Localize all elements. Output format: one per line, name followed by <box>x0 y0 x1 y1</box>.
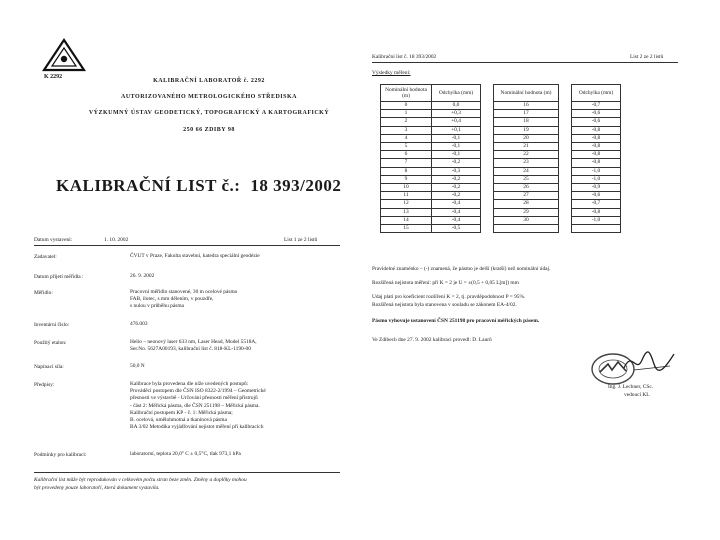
table-spacer <box>559 85 572 102</box>
table-row <box>381 134 621 142</box>
nominal-cell: 4 <box>381 134 432 142</box>
receipt-date-value <box>130 273 154 280</box>
deviation-cell: -1,0 <box>572 175 621 183</box>
deviation-cell: -0,2 <box>432 159 481 167</box>
nominal-cell: 12 <box>381 200 432 208</box>
table-row <box>381 208 621 216</box>
deviation-cell: -1,0 <box>572 167 621 175</box>
nominal-cell: 26 <box>494 184 559 192</box>
deviation-cell: -0,8 <box>572 208 621 216</box>
table-spacer <box>481 118 494 126</box>
deviation-cell: -0,4 <box>432 208 481 216</box>
deviation-cell: -0,8 <box>572 151 621 159</box>
header-authority: AUTORIZOVANÉHO METROLOGICKÉHO STŘEDISKA <box>121 94 297 100</box>
table-spacer <box>481 225 494 233</box>
nominal-cell: 0 <box>381 102 432 110</box>
nominal-cell: 15 <box>381 225 432 233</box>
measurement-results-table <box>380 84 621 233</box>
nominal-cell: 16 <box>494 102 559 110</box>
client-label: Zadavatel: <box>34 254 57 260</box>
nominal-cell: 21 <box>494 143 559 151</box>
page2-divider <box>372 62 678 63</box>
nominal-cell: 23 <box>494 159 559 167</box>
tension-line: 50,0 N <box>130 363 145 369</box>
nominal-cell: 5 <box>381 143 432 151</box>
deviation-cell: -0,7 <box>572 200 621 208</box>
deviation-cell: -0,6 <box>572 118 621 126</box>
col-header-nominal: Nominální hodnota (m) <box>381 85 432 102</box>
nominal-cell: 7 <box>381 159 432 167</box>
table-spacer <box>481 200 494 208</box>
table-spacer <box>559 175 572 183</box>
deviation-cell: +0,1 <box>432 126 481 134</box>
table-spacer <box>481 143 494 151</box>
instrument-line: s nulou v průběhu pásma <box>130 303 184 310</box>
table-spacer <box>559 200 572 208</box>
table-header-row <box>381 85 621 102</box>
footer-note: Kalibrační list může být reprodukován v celkovém počtu stran beze změn. Změny a doplňky mohou <box>34 477 247 483</box>
deviation-cell: +0,4 <box>432 118 481 126</box>
regulation-line: BA 3/02 Metodika vyjádřování nejistot měření při kalibracích <box>130 424 264 431</box>
inventory-line: 476.003 <box>130 321 148 327</box>
nominal-cell: 24 <box>494 167 559 175</box>
divider <box>34 245 340 246</box>
inventory-label: Inventární číslo: <box>34 322 70 328</box>
table-spacer <box>559 110 572 118</box>
table-spacer <box>481 126 494 134</box>
regulations-value <box>130 381 266 431</box>
table-row <box>381 126 621 134</box>
table-row <box>381 143 621 151</box>
issue-date-label: Datum vystavení: <box>34 237 73 243</box>
table-row <box>381 192 621 200</box>
deviation-cell: -0,1 <box>432 151 481 159</box>
receipt-date-label: Datum přijetí měřidla : <box>34 274 84 280</box>
nominal-cell: 22 <box>494 151 559 159</box>
certificate-number: 18 393/2002 <box>250 176 342 195</box>
laboratory-logo-icon <box>40 38 88 74</box>
nominal-cell: 1 <box>381 110 432 118</box>
nominal-cell: 9 <box>381 175 432 183</box>
table-row <box>381 175 621 183</box>
signatory-role: vedoucí KL <box>624 392 650 398</box>
table-spacer <box>559 225 572 233</box>
deviation-cell: -0,8 <box>572 134 621 142</box>
regulation-line: přesnosti ve výstavbě - Určování přesnosti měření přístrojů <box>130 395 258 402</box>
table-spacer <box>559 208 572 216</box>
instrument-line: FAB, ilotec, s mm dělením, v pouzdře, <box>130 296 214 303</box>
footer-divider <box>34 472 340 473</box>
coverage-note: Udaj platí pro koeficient rozšíření K = 2, tj. pravděpodobnost P = 95%. <box>372 294 526 300</box>
deviation-cell: -0,2 <box>432 175 481 183</box>
nominal-cell: 27 <box>494 192 559 200</box>
deviation-cell: -0,8 <box>572 126 621 134</box>
table-row <box>381 200 621 208</box>
table-spacer <box>559 184 572 192</box>
table-spacer <box>559 134 572 142</box>
nominal-cell: 14 <box>381 216 432 224</box>
instrument-label: Měřidlo: <box>34 290 53 296</box>
nominal-cell <box>494 225 559 233</box>
table-spacer <box>481 175 494 183</box>
page2-certificate-ref: Kalibrační list č. 18 393/2002 <box>372 54 437 60</box>
table-spacer <box>481 151 494 159</box>
deviation-cell: -1,0 <box>572 216 621 224</box>
uncertainty-note: Rozšířená nejistota měření: při K = 2 je U = ±(0,5 + 0,05 L[m]) mm <box>372 280 519 286</box>
standard-line: Ser.No. 5627A00193, kalibrační list č. 818-KL-1190-00 <box>130 346 251 353</box>
calibration-sheet-page-1 <box>34 34 344 494</box>
nominal-cell: 28 <box>494 200 559 208</box>
tension-value <box>130 363 145 370</box>
deviation-cell: -0,4 <box>432 216 481 224</box>
table-row <box>381 102 621 110</box>
title-text: KALIBRAČNÍ LIST č.: <box>56 176 241 195</box>
table-spacer <box>559 143 572 151</box>
conditions-value <box>130 451 241 458</box>
deviation-cell: +0,3 <box>432 110 481 118</box>
conditions-label: Podmínky pro kalibraci: <box>34 452 87 458</box>
table-spacer <box>559 102 572 110</box>
nominal-cell: 18 <box>494 118 559 126</box>
regulations-label: Předpisy: <box>34 382 55 388</box>
document-title <box>56 176 341 196</box>
handwritten-signature-icon <box>620 346 678 376</box>
logo-code: K 2292 <box>44 74 63 80</box>
table-spacer <box>481 102 494 110</box>
table-spacer <box>559 192 572 200</box>
results-title: Výsledky měření: <box>372 70 411 76</box>
deviation-cell: -0,2 <box>432 192 481 200</box>
deviation-cell: -0,8 <box>572 143 621 151</box>
deviation-cell: 0,0 <box>432 102 481 110</box>
deviation-cell: -0,9 <box>572 184 621 192</box>
regulation-line: Kalibrační postupem KP - č. 1: Měřická pásma; <box>130 409 233 416</box>
instrument-value <box>130 289 237 311</box>
table-spacer <box>559 167 572 175</box>
table-row <box>381 216 621 224</box>
footer-note: být provedeny pouze laboratoří, která dokument vystavila. <box>34 485 160 491</box>
standard-label: Použitý etalon: <box>34 340 67 346</box>
table-spacer <box>481 167 494 175</box>
table-spacer <box>559 118 572 126</box>
inventory-value <box>130 321 148 328</box>
nominal-cell: 19 <box>494 126 559 134</box>
regulation-line: Kalibrace byla provedena dle níže uvedených postupů: <box>130 381 249 387</box>
standard-note: Rozšířená nejistota byla stanovena v souladu se zákonem EA-4/02. <box>372 302 517 308</box>
nominal-cell: 13 <box>381 208 432 216</box>
deviation-cell <box>572 225 621 233</box>
page2-sheet-count: List 2 ze 2 listů <box>630 54 664 60</box>
header-laboratory: KALIBRAČNÍ LABORATOŘ č. 2292 <box>153 78 265 84</box>
table-spacer <box>481 184 494 192</box>
table-row <box>381 184 621 192</box>
nominal-cell: 30 <box>494 216 559 224</box>
col-header-nominal: Nominální hodnota (m) <box>494 85 559 102</box>
signatory-name: Ing. J. Lechner, CSc. <box>608 384 654 390</box>
table-spacer <box>559 159 572 167</box>
table-spacer <box>481 216 494 224</box>
deviation-cell: -0,6 <box>572 110 621 118</box>
calibration-sheet-page-2 <box>372 34 682 494</box>
nominal-cell: 20 <box>494 134 559 142</box>
standard-value <box>130 339 257 353</box>
col-header-deviation: Odchylka (mm) <box>432 85 481 102</box>
deviation-cell: -0,1 <box>432 143 481 151</box>
receipt-date-line: 26. 9. 2002 <box>130 273 155 279</box>
deviation-cell: -0,8 <box>572 159 621 167</box>
regulation-line: Prováděcí postupem dle ČSN ISO 8322-2/1994 – Geometrické <box>130 388 266 395</box>
client-value <box>130 253 260 260</box>
table-spacer <box>481 110 494 118</box>
tension-label: Napínací síla: <box>34 364 64 370</box>
table-row <box>381 225 621 233</box>
place-date-operator: Ve Zdibech dne 27. 9. 2002 kalibraci provedl: D. Laurů <box>372 337 492 343</box>
client-line: ČVUT v Praze, Fakulta stavební, katedra speciální geodézie <box>130 253 260 259</box>
regulation-line: - část 2: Měřická pásma, dle ČSN 251198 – Měřická pásma. <box>130 402 260 409</box>
standard-line: Helio – neonový laser 633 nm, Laser Head, Model 5518A, <box>130 339 257 345</box>
table-spacer <box>481 134 494 142</box>
deviation-cell: -0,1 <box>432 134 481 142</box>
deviation-cell: -0,6 <box>572 192 621 200</box>
deviation-cell: -0,3 <box>432 167 481 175</box>
table-spacer <box>559 216 572 224</box>
table-row <box>381 110 621 118</box>
header-institute: VÝZKUMNÝ ÚSTAV GEODETICKÝ, TOPOGRAFICKÝ A KARTOGRAFICKÝ <box>88 110 330 116</box>
deviation-cell: -0,4 <box>432 200 481 208</box>
table-row <box>381 151 621 159</box>
table-spacer <box>481 192 494 200</box>
nominal-cell: 10 <box>381 184 432 192</box>
nominal-cell: 17 <box>494 110 559 118</box>
nominal-cell: 8 <box>381 167 432 175</box>
table-spacer <box>481 208 494 216</box>
deviation-cell: -0,2 <box>432 184 481 192</box>
sheet-count: List 1 ze 2 listů <box>284 237 318 243</box>
table-spacer <box>559 151 572 159</box>
table-row <box>381 118 621 126</box>
deviation-cell: -0,7 <box>572 102 621 110</box>
nominal-cell: 2 <box>381 118 432 126</box>
table-spacer <box>481 159 494 167</box>
deviation-cell: -0,5 <box>432 225 481 233</box>
table-body <box>381 102 621 233</box>
issue-date-value: 1. 10. 2002 <box>104 237 129 243</box>
regulation-line: B. ocelová, umělohmotná a tkaninová pásma <box>130 417 227 424</box>
table-spacer <box>481 85 494 102</box>
table-row <box>381 167 621 175</box>
col-header-deviation: Odchylka (mm) <box>572 85 621 102</box>
sign-convention-note: Pravidelné znaménko – (-) znamená, že pásmo je delší (kratší) než nominální údaj. <box>372 266 551 272</box>
nominal-cell: 11 <box>381 192 432 200</box>
nominal-cell: 29 <box>494 208 559 216</box>
conditions-line: laboratorní, teplota 20,0° C ± 0,5°C, tlak 973,1 hPa <box>130 451 241 457</box>
nominal-cell: 6 <box>381 151 432 159</box>
table-row <box>381 159 621 167</box>
nominal-cell: 25 <box>494 175 559 183</box>
header-address: 250 66 ZDIBY 98 <box>183 127 235 133</box>
conformity-statement: Pásmo vyhovuje ustanovení ČSN 251198 pro pracovní měřických pásem. <box>372 318 540 324</box>
instrument-line: Pracovní měřidlo stanovené, 30 m ocelové pásmo <box>130 289 238 295</box>
table-spacer <box>559 126 572 134</box>
nominal-cell: 3 <box>381 126 432 134</box>
